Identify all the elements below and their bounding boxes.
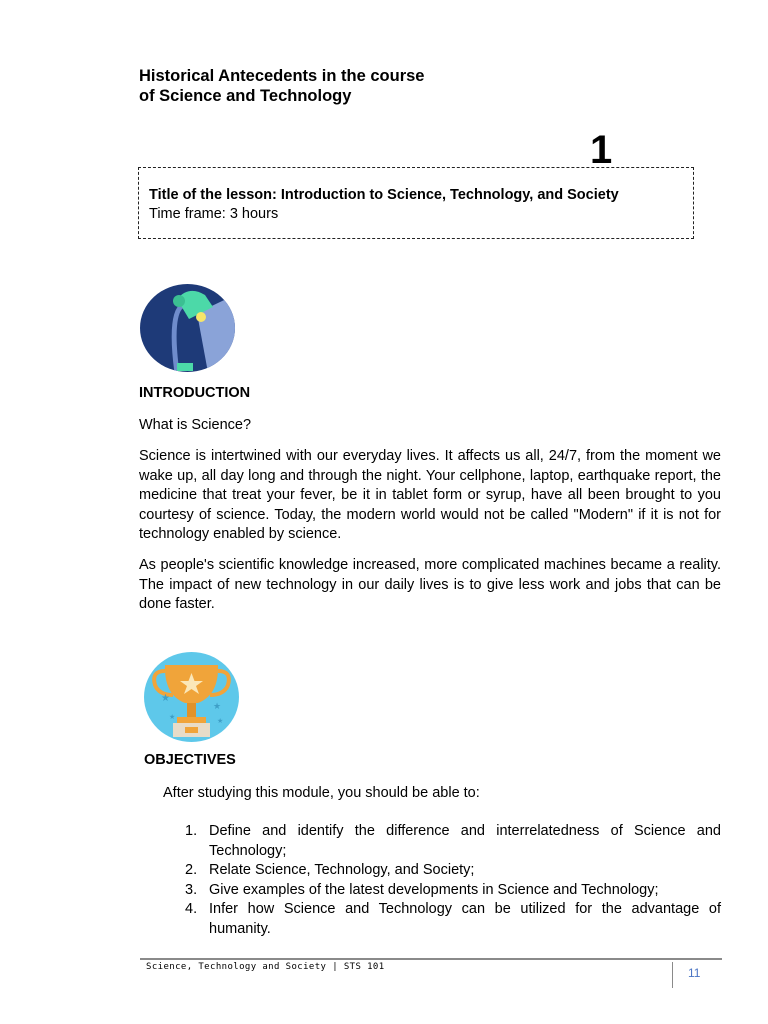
objective-number: 3. bbox=[185, 881, 198, 898]
lesson-title-label: Title of the lesson: bbox=[149, 187, 277, 203]
objective-number: 4. bbox=[185, 901, 198, 917]
footer-course-text: Science, Technology and Society | STS 101 bbox=[146, 962, 385, 972]
objective-text: Infer how Science and Technology can be utilized for the advantage of humanity. bbox=[209, 901, 721, 937]
lesson-title-value: Introduction to Science, Technology, and Society bbox=[280, 187, 619, 203]
footer-divider bbox=[140, 958, 722, 960]
svg-text:★: ★ bbox=[161, 693, 170, 704]
svg-text:★: ★ bbox=[213, 702, 222, 712]
desk-lamp-icon bbox=[139, 283, 236, 373]
introduction-heading: INTRODUCTION bbox=[139, 385, 251, 401]
objective-text: Give examples of the latest developments in Science and Technology; bbox=[209, 881, 659, 898]
objective-number: 1. bbox=[185, 823, 198, 839]
introduction-paragraph-2: As people's scientific knowledge increased, more complicated machines became a reality. The impact of new technology in our daily lives is to give less work and jobs that can be done faster. bbox=[139, 557, 721, 613]
objective-item bbox=[185, 822, 721, 861]
lesson-time-frame: Time frame: 3 hours bbox=[149, 206, 279, 222]
svg-text:★: ★ bbox=[217, 717, 224, 725]
objective-text: Relate Science, Technology, and Society; bbox=[209, 862, 475, 878]
objective-number: 2. bbox=[185, 862, 198, 878]
lesson-info-box bbox=[138, 167, 694, 239]
page-number: 11 bbox=[688, 966, 701, 980]
objective-item bbox=[185, 881, 721, 901]
footer-separator bbox=[672, 962, 673, 988]
introduction-paragraph-1: Science is intertwined with our everyday lives. It affects us all, 24/7, from the moment we wake up, all day long and through the night. Your cellphone, laptop, earthquake report, the medicine that treat your fever, be it in tablet form or syrup, have all been brought to you courtesy of science. Today, the modern world would not be called "Modern" if it is not for technology enabled by science. bbox=[139, 448, 721, 543]
objectives-list bbox=[185, 822, 721, 939]
heading-line-2: of Science and Technology bbox=[139, 87, 352, 105]
objective-item bbox=[185, 861, 721, 881]
trophy-icon bbox=[143, 651, 240, 743]
objectives-heading: OBJECTIVES bbox=[144, 752, 236, 768]
objective-text: Define and identify the difference and interrelatedness of Science and Technology; bbox=[209, 823, 721, 859]
introduction-question: What is Science? bbox=[139, 417, 252, 433]
page-heading bbox=[139, 66, 639, 106]
svg-text:★: ★ bbox=[169, 713, 176, 721]
lesson-number: 1 bbox=[590, 128, 613, 172]
objectives-lead: After studying this module, you should be able to: bbox=[163, 785, 480, 801]
lesson-title bbox=[149, 187, 619, 203]
heading-line-1: Historical Antecedents in the course bbox=[139, 67, 425, 85]
objective-item bbox=[185, 900, 721, 939]
